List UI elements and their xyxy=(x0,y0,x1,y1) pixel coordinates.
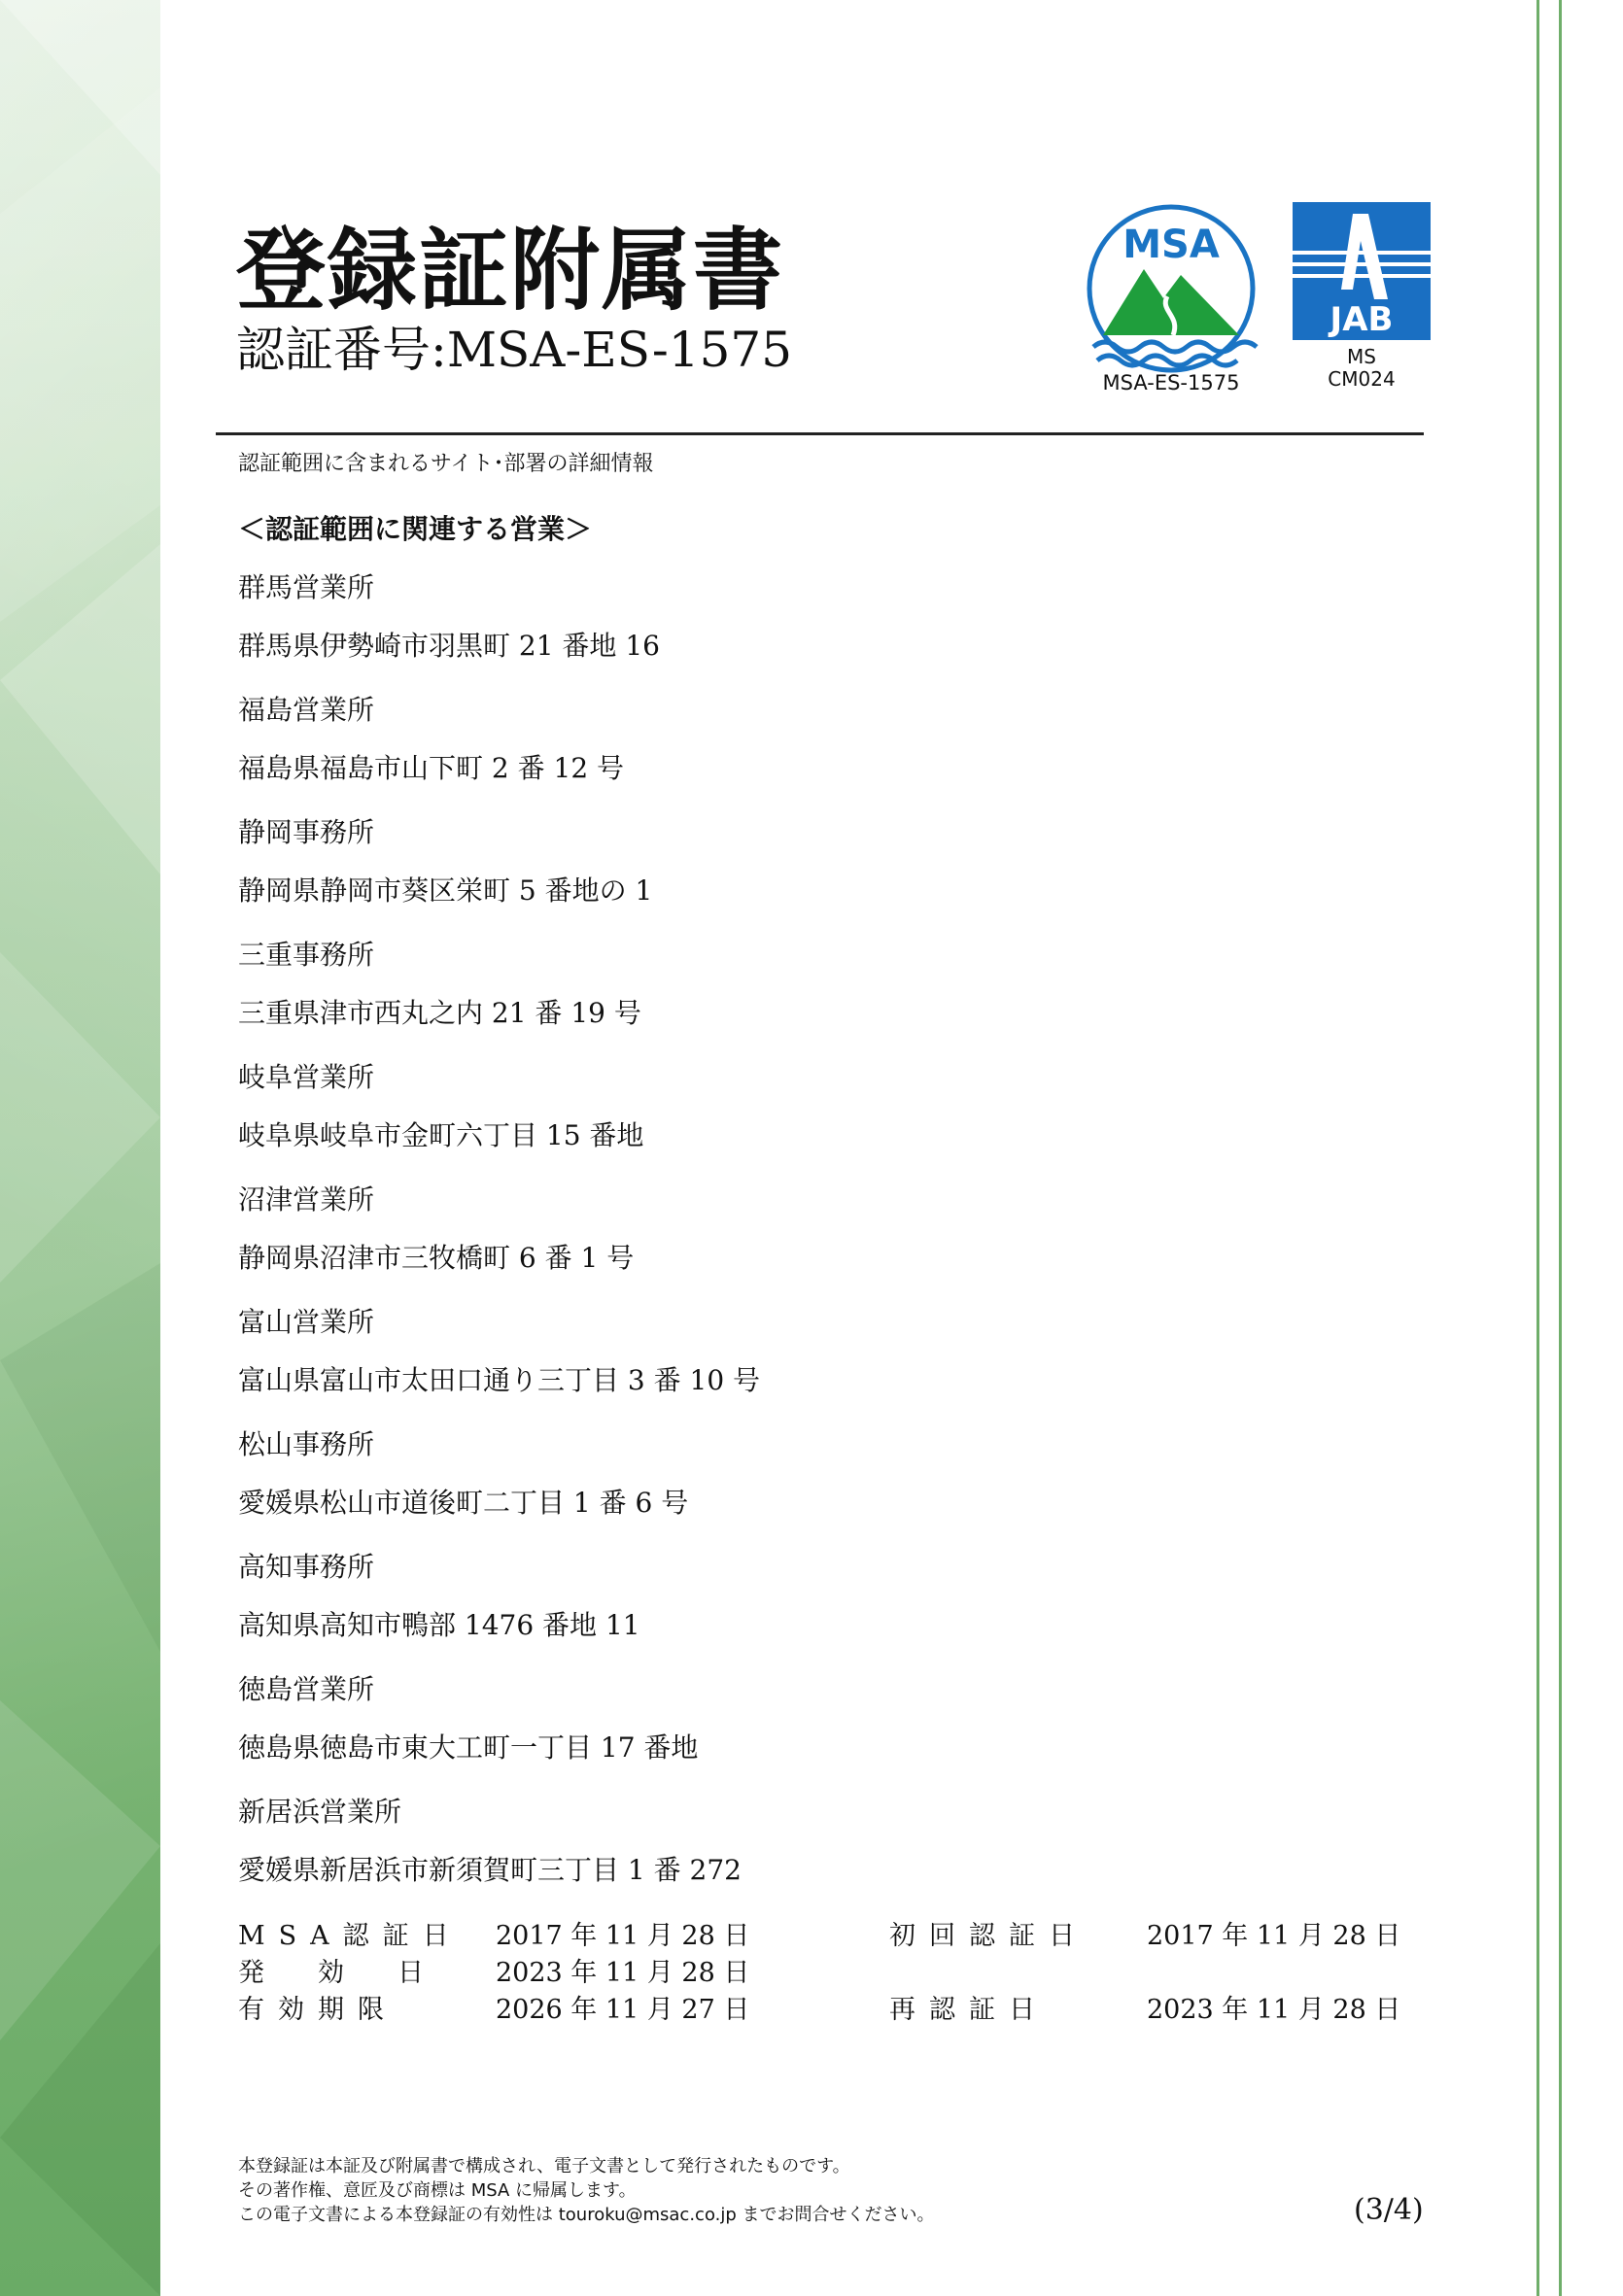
jab-caption-line2: CM024 xyxy=(1328,367,1396,391)
site-address: 富山県富山市太田口通り三丁目 3 番 10 号 xyxy=(238,1364,761,1396)
site-entry xyxy=(238,811,1404,908)
site-address: 愛媛県松山市道後町二丁目 1 番 6 号 xyxy=(238,1487,689,1519)
msa-cert-date-label: MSA認証日 xyxy=(238,1921,463,1951)
site-address: 群馬県伊勢崎市羽黒町 21 番地 16 xyxy=(238,630,660,662)
site-name: 新居浜営業所 xyxy=(238,1796,402,1828)
msa-cert-date-value: 2017 年 11 月 28 日 xyxy=(496,1921,750,1951)
site-entry xyxy=(238,566,1404,664)
right-border-line xyxy=(1559,0,1562,2296)
site-entry xyxy=(238,1546,1404,1643)
initial-cert-date-label: 初回認証日 xyxy=(889,1921,1088,1951)
initial-cert-date-value: 2017 年 11 月 28 日 xyxy=(1147,1921,1401,1951)
footer-line: 本登録証は本証及び附属書で構成され、電子文書として発行されたものです。 xyxy=(238,2156,850,2176)
footer-notes xyxy=(238,2154,935,2227)
site-address: 愛媛県新居浜市新須賀町三丁目 1 番 272 xyxy=(238,1854,742,1886)
site-entry xyxy=(238,1179,1404,1276)
site-name: 三重事務所 xyxy=(238,939,375,971)
site-address: 高知県高知市鴨部 1476 番地 11 xyxy=(238,1609,640,1641)
recert-date-label: 再認証日 xyxy=(889,1995,1049,2025)
msa-logo-text: MSA xyxy=(1122,223,1220,267)
site-address: 三重県津市西丸之内 21 番 19 号 xyxy=(238,997,641,1029)
msa-logo-icon xyxy=(1084,199,1259,394)
recert-date-value: 2023 年 11 月 28 日 xyxy=(1147,1995,1401,2025)
expiry-date-label: 有効期限 xyxy=(238,1995,397,2025)
jab-logo-text: JAB xyxy=(1329,300,1394,339)
site-address: 静岡県静岡市葵区栄町 5 番地の 1 xyxy=(238,874,653,907)
band-facets xyxy=(0,0,160,2296)
page-number: (3/4) xyxy=(1354,2193,1424,2227)
site-name: 富山営業所 xyxy=(238,1306,375,1338)
effective-date-label: 発 効 日 xyxy=(238,1958,437,1988)
certification-dates xyxy=(238,1914,1443,2025)
site-entry xyxy=(238,1791,1404,1888)
date-row xyxy=(238,1988,1443,2025)
decorative-green-band xyxy=(0,0,160,2296)
scope-heading: ＜認証範囲に関連する営業＞ xyxy=(238,513,593,545)
site-name: 福島営業所 xyxy=(238,694,375,726)
certificate-number: 認証番号:MSA-ES-1575 xyxy=(236,322,793,378)
site-address: 岐阜県岐阜市金町六丁目 15 番地 xyxy=(238,1119,644,1151)
site-entry xyxy=(238,1668,1404,1765)
subheading: 認証範囲に含まれるサイト･部署の詳細情報 xyxy=(238,452,654,476)
effective-date-value: 2023 年 11 月 28 日 xyxy=(496,1958,750,1988)
site-name: 徳島営業所 xyxy=(238,1673,375,1705)
site-entry xyxy=(238,1301,1404,1398)
site-address: 静岡県沼津市三牧橋町 6 番 1 号 xyxy=(238,1242,635,1274)
site-name: 静岡事務所 xyxy=(238,816,375,848)
jab-logo-icon xyxy=(1293,202,1431,340)
jab-logo-caption xyxy=(1293,346,1431,391)
jab-caption-line1: MS xyxy=(1347,345,1376,368)
header-divider xyxy=(216,432,1424,435)
msa-logo-caption: MSA-ES-1575 xyxy=(1102,371,1240,394)
date-row xyxy=(238,1951,1443,1988)
site-name: 群馬営業所 xyxy=(238,571,375,603)
site-entry xyxy=(238,934,1404,1031)
site-entry xyxy=(238,689,1404,786)
site-entry xyxy=(238,1423,1404,1521)
site-name: 沼津営業所 xyxy=(238,1183,375,1216)
site-entry xyxy=(238,1056,1404,1153)
site-address: 福島県福島市山下町 2 番 12 号 xyxy=(238,752,625,784)
site-name: 岐阜営業所 xyxy=(238,1061,375,1093)
site-name: 高知事務所 xyxy=(238,1551,375,1583)
right-border-line xyxy=(1537,0,1539,2296)
site-address: 徳島県徳島市東大工町一丁目 17 番地 xyxy=(238,1731,699,1764)
site-name: 松山事務所 xyxy=(238,1428,375,1460)
footer-line: この電子文書による本登録証の有効性は touroku@msac.co.jp までお問合せください。 xyxy=(238,2205,935,2225)
expiry-date-value: 2026 年 11 月 27 日 xyxy=(496,1995,750,2025)
footer-line: その著作権、意匠及び商標は MSA に帰属します。 xyxy=(238,2180,637,2201)
document-title: 登録証附属書 xyxy=(236,218,785,323)
date-row xyxy=(238,1914,1443,1951)
